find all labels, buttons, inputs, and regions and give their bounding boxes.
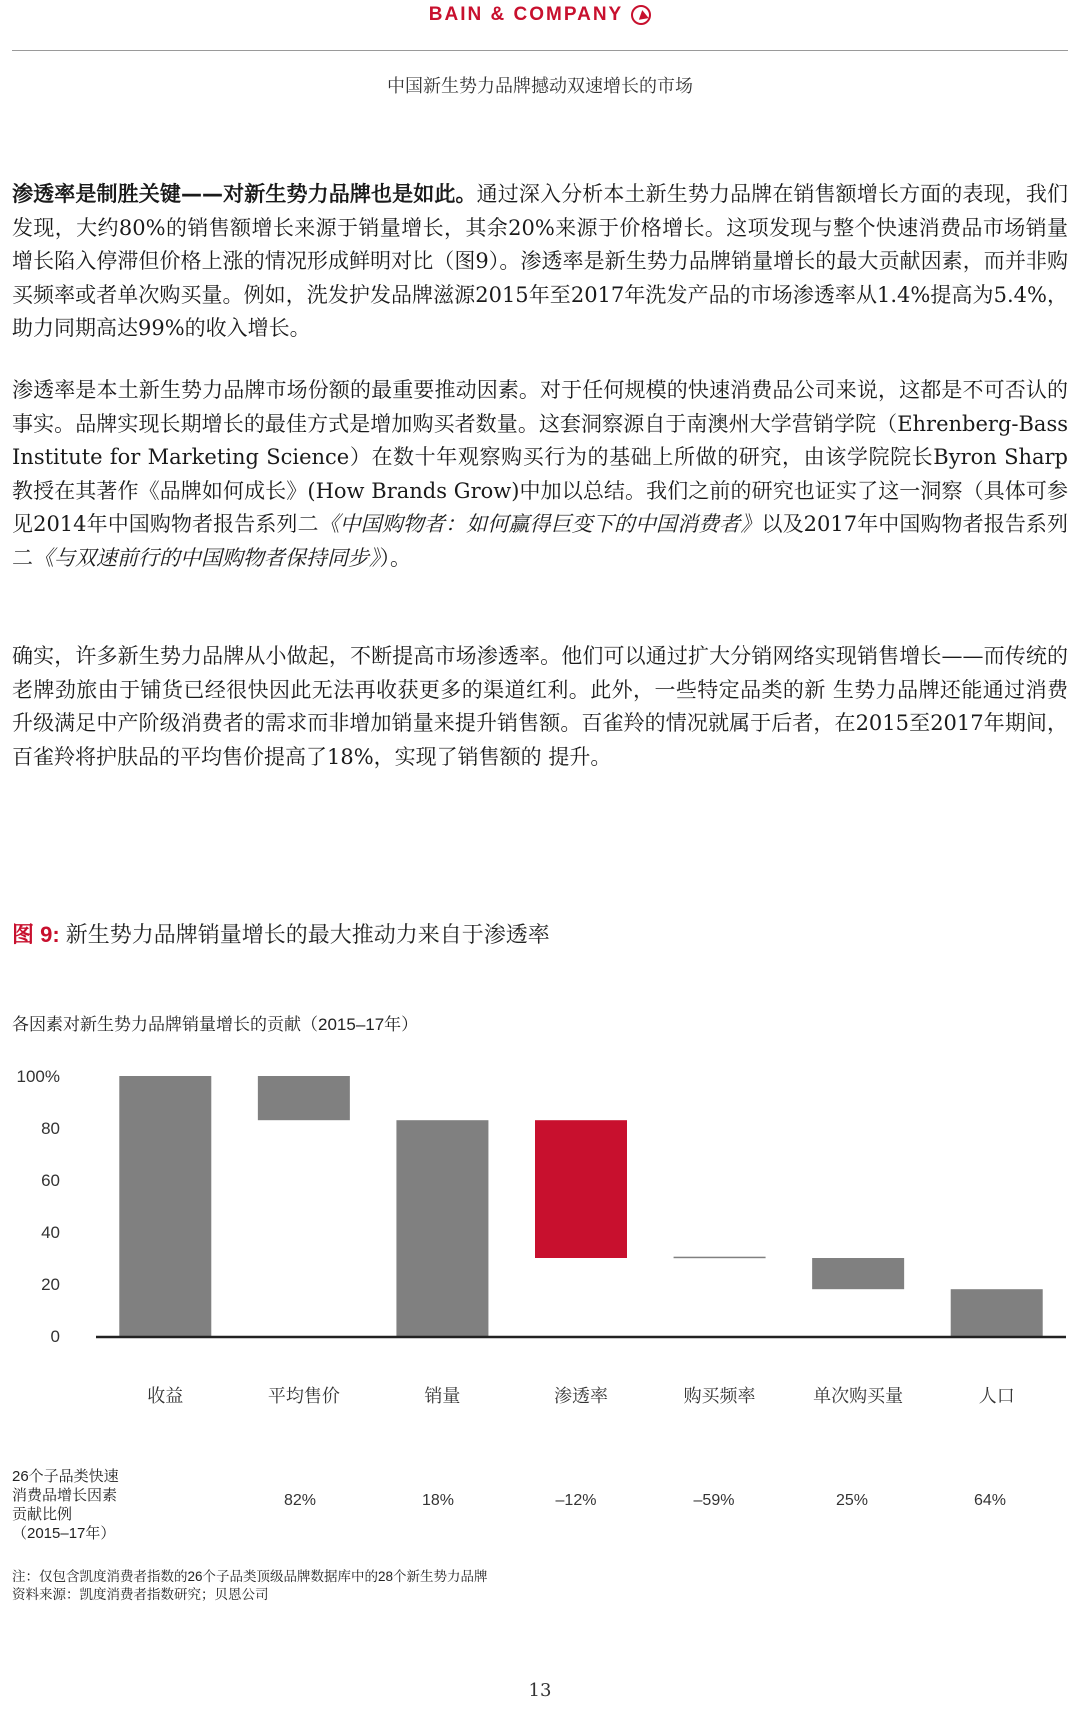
contribution-label-line: 26个子品类快速 [12,1468,119,1485]
y-tick-label: 60 [41,1171,60,1190]
contribution-value-penetration: –12% [555,1492,597,1509]
paragraph-2-report-title-1: 《中国购物者：如何赢得巨变下的中国消费者》 [318,512,762,536]
y-tick-label: 40 [41,1223,60,1242]
bar-1 [258,1076,350,1120]
paragraph-2-report-title-2: 《与双速前行的中国购物者保持同步》 [33,545,380,570]
paragraph-1 [12,178,1068,346]
contribution-value-purchase-size: 25% [835,1492,869,1509]
x-category-label: 收益 [147,1386,184,1406]
source-text: 资料来源：凯度消费者指数研究；贝恩公司 [12,1587,269,1602]
paragraph-2 [12,374,1068,575]
header-divider [12,50,1068,51]
y-tick-label: 0 [50,1327,60,1346]
x-category-label: 单次购买量 [813,1386,904,1406]
figure-caption: 新生势力品牌销量增长的最大推动力来自于渗透率 [65,922,550,947]
y-tick-label: 100% [16,1067,60,1086]
contribution-label-line: 贡献比例 [12,1506,73,1523]
contribution-value-volume: 18% [421,1492,455,1509]
contribution-value-frequency: –59% [693,1492,735,1509]
x-category-label: 人口 [978,1386,1015,1406]
waterfall-chart [0,1060,1080,1430]
contribution-value-population: 64% [973,1492,1007,1509]
y-tick-label: 20 [41,1275,60,1294]
bar-4 [674,1257,766,1259]
x-category-label: 渗透率 [554,1386,608,1406]
y-tick-label: 80 [41,1119,60,1138]
x-category-label: 购买频率 [683,1386,756,1406]
bar-5 [812,1258,904,1289]
x-category-label: 平均售价 [267,1386,340,1406]
brand-seal-icon [631,5,651,25]
paragraph-3: 确实，许多新生势力品牌从小做起，不断提高市场渗透率。他们可以通过扩大分销网络实现销售增长——而传统的老牌劲旅由于铺货已经很快因此无法再收获更多的渠道红利。此外，一些特定品类的新 生势力品牌还能通过消费升级满足中产阶级消费者的需求而非增加销量来提升销售额。百雀羚的情况就属于后者，在2015至2017年期间，百雀羚将护肤品的平均售价提高了18%，实现了销售额的 提升。 [12,644,1068,769]
paragraph-1-body: 通过深入分析本土新生势力品牌在销售额增长方面的表现，我们发现，大约80%的销售额增长来源于销量增长，其余20%来源于价格增长。这项发现与整个快速消费品市场销量增长陷入停滞但价格上涨的情况形成鲜明对比（图9）。渗透率是新生势力品牌销量增长的最大贡献因素，而并非购买频率或者单次购买量。例如，洗发护发品牌滋源2015年至2017年洗发产品的市场渗透率从1.4%提高为5.4%，助力同期高达99%的收入增长。 [12,182,1068,340]
bar-6 [951,1289,1043,1336]
brand-logo [0,0,1080,30]
paragraph-2-text-b: 以及2017年中国购物者报告系列二 [12,512,1068,570]
paragraph-2-text-a: 渗透率是本土新生势力品牌市场份额的最重要推动因素。对于任何规模的快速消费品公司来说，这都是不可否认的事实。品牌实现长期增长的最佳方式是增加购买者数量。这套洞察源自于南澳州大学营销学院（Ehrenberg-Bass Institute for Marketing Science）在数十年观察购买行为的基础上所做的研究，由该学院院长Byron Sharp教授在其著作《品牌如何成长》(How Brands Grow)中加以总结。我们之前的研究也证实了这一洞察（具体可参见2014年中国购物者报告系列二 [12,378,1068,536]
bar-3 [535,1120,627,1258]
bar-2 [396,1120,488,1336]
paragraph-2-text-c: ）。 [379,545,411,570]
contribution-value-avg-price: 82% [283,1492,317,1509]
bar-0 [119,1076,211,1336]
contribution-label [12,1467,172,1543]
contribution-label-line: （2015–17年） [12,1525,116,1542]
paragraph-1-lead: 渗透率是制胜关键——对新生势力品牌也是如此。 [12,182,477,206]
chart-title: 各因素对新生势力品牌销量增长的贡献（2015–17年） [12,1015,419,1034]
note-text: 注：仅包含凯度消费者指数的26个子品类顶级品牌数据库中的28个新生势力品牌 [12,1569,488,1584]
running-title: 中国新生势力品牌撼动双速增长的市场 [387,76,693,96]
page-number: 13 [528,1680,552,1701]
figure-notes [12,1568,488,1604]
contribution-label-line: 消费品增长因素 [12,1487,118,1504]
figure-title [12,918,550,949]
brand-name: BAIN & COMPANY [428,4,624,25]
x-category-label: 销量 [424,1386,461,1406]
figure-number: 图 9: [12,922,60,947]
